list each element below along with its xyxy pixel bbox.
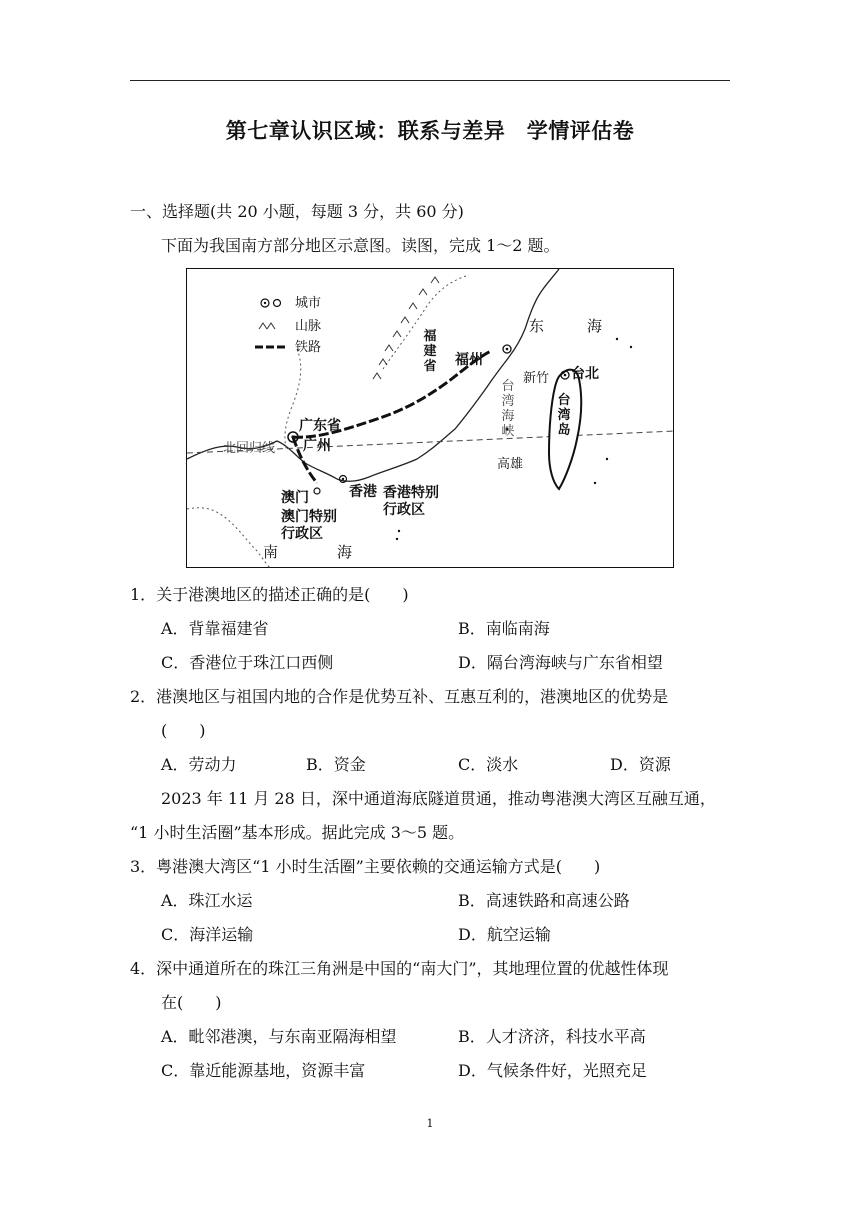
- map-drawing: [187, 269, 675, 569]
- intro-text-1: 下面为我国南方部分地区示意图。读图，完成 1～2 题。: [161, 236, 560, 255]
- label-taiwan-island: 台湾岛: [557, 393, 571, 438]
- label-hk-sar: 香港特别行政区: [383, 485, 439, 518]
- q2-option-c: C．淡水: [458, 755, 519, 774]
- q1-option-a: A．背靠福建省: [161, 619, 269, 638]
- q2-option-d: D．资源: [610, 755, 671, 774]
- q4-stem-line2: 在( ): [161, 993, 222, 1012]
- legend-mountain: 山脉: [295, 319, 322, 334]
- label-xinzhu: 新竹: [523, 371, 550, 386]
- map-figure: [186, 268, 674, 568]
- west-boundary: [187, 508, 271, 569]
- label-south-sea-2: 海: [337, 543, 353, 561]
- q2-option-b: B．资金: [306, 755, 366, 774]
- label-guangdong-province: 广东省: [299, 418, 341, 434]
- label-guangzhou: 广州: [303, 438, 331, 454]
- page-title: 第七章认识区域：联系与差异 学情评估卷: [225, 119, 635, 143]
- label-gaoxiong: 高雄: [497, 457, 524, 472]
- q3-option-d: D．航空运输: [458, 925, 551, 944]
- intro-text-2-line2: “1 小时生活圈”基本形成。据此完成 3～5 题。: [130, 823, 465, 842]
- section-heading: 一、选择题(共 20 小题，每题 3 分，共 60 分): [130, 202, 464, 221]
- label-hongkong: 香港: [349, 484, 377, 500]
- q3-option-c: C．海洋运输: [161, 925, 254, 944]
- q1-option-b: B．南临南海: [458, 619, 550, 638]
- label-macao-sar: 澳门特别行政区: [281, 509, 337, 542]
- label-taipei: 台北: [571, 366, 599, 382]
- legend-railway: 铁路: [295, 340, 322, 355]
- q1-option-c: C．香港位于珠江口西侧: [161, 653, 334, 672]
- q2-stem-line2: ( ): [161, 721, 206, 740]
- label-east-sea-2: 海: [587, 317, 603, 335]
- q1-option-d: D．隔台湾海峡与广东省相望: [458, 653, 663, 672]
- label-tropic-of-cancer: 北回归线: [223, 441, 276, 456]
- header-rule: [130, 80, 730, 81]
- q4-option-c: C．靠近能源基地，资源丰富: [161, 1061, 366, 1080]
- label-fuzhou: 福州: [455, 352, 483, 368]
- page-number: 1: [426, 1117, 434, 1130]
- q3-option-a: A．珠江水运: [161, 891, 253, 910]
- q4-option-a: A．毗邻港澳，与东南亚隔海相望: [161, 1027, 397, 1046]
- label-east-sea-1: 东: [529, 317, 545, 335]
- q4-stem-line1: 4．深中通道所在的珠江三角洲是中国的“南大门”，其地理位置的优越性体现: [130, 959, 669, 978]
- q2-stem-line1: 2．港澳地区与祖国内地的合作是优势互补、互惠互利的，港澳地区的优势是: [130, 687, 669, 706]
- q3-stem: 3．粤港澳大湾区“1 小时生活圈”主要依赖的交通运输方式是( ): [130, 857, 601, 876]
- legend-symbols: [255, 299, 285, 347]
- q2-option-a: A．劳动力: [161, 755, 237, 774]
- q4-option-b: B．人才济济，科技水平高: [458, 1027, 646, 1046]
- label-taiwan-strait: 台湾海峡: [501, 379, 515, 439]
- q4-option-d: D．气候条件好，光照充足: [458, 1061, 647, 1080]
- label-macao: 澳门: [281, 490, 309, 506]
- q1-stem: 1．关于港澳地区的描述正确的是( ): [130, 585, 409, 604]
- label-south-sea-1: 南: [263, 543, 279, 561]
- intro-text-2-line1: 2023 年 11 月 28 日，深中通道海底隧道贯通，推动粤港澳大湾区互融互通，: [161, 789, 716, 808]
- label-fujian-province: 福建省: [423, 329, 437, 374]
- q3-option-b: B．高速铁路和高速公路: [458, 891, 630, 910]
- legend-city: 城市: [295, 296, 322, 311]
